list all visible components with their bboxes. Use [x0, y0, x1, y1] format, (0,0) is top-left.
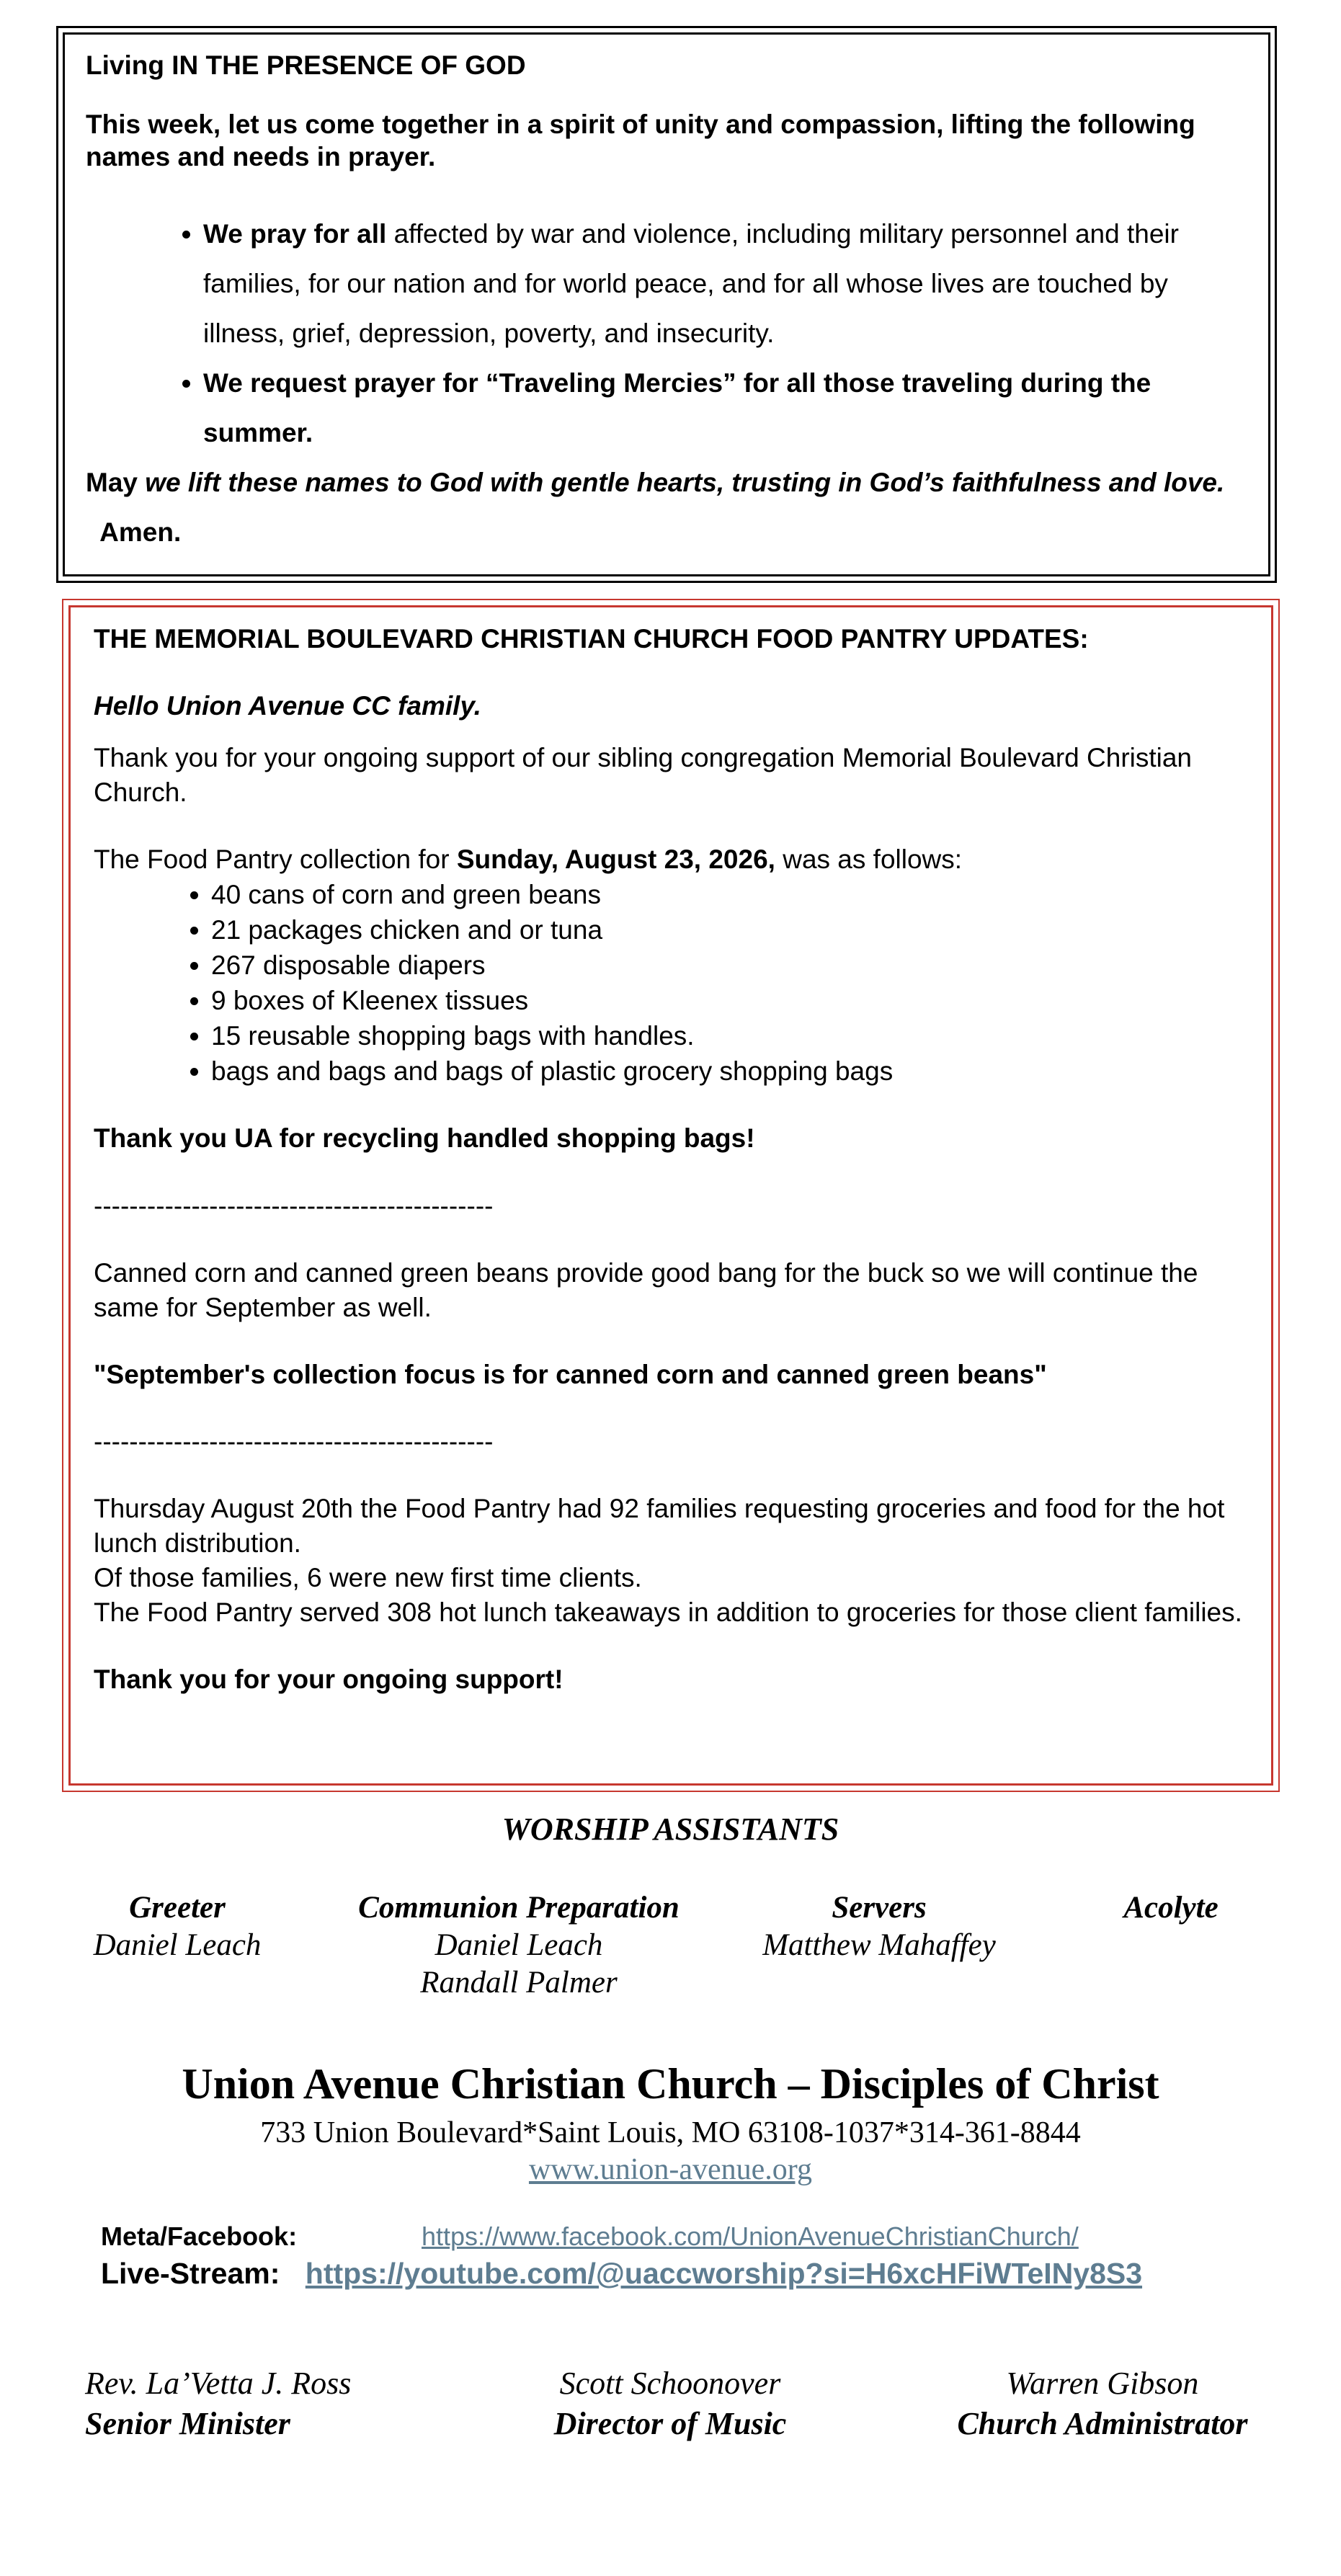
divider: --------------------------------------------- — [94, 1426, 494, 1456]
facebook-row — [101, 2221, 1079, 2252]
staff-name: Scott Schoonover — [559, 2366, 781, 2401]
prayer-closing — [86, 458, 1247, 557]
church-name: Union Avenue Christian Church – Disciples of Christ — [182, 2060, 1159, 2108]
prayer-list — [86, 209, 1247, 458]
list-item: • 9 boxes of Kleenex tissues — [211, 983, 1248, 1018]
facebook-label: Meta/Facebook: — [101, 2221, 298, 2251]
list-item — [203, 358, 1247, 458]
church-website-link[interactable]: www.union-avenue.org — [528, 2153, 813, 2186]
food-pantry-section — [62, 599, 1280, 1792]
collection-date: Sunday, August 23, 2026, — [456, 844, 775, 875]
closing-may: May — [86, 468, 138, 498]
worship-role-acolyte — [1081, 1889, 1261, 1927]
collection-focus: "September's collection focus is for canned corn and canned green beans" — [94, 1359, 1047, 1389]
collection-post: was as follows: — [775, 844, 963, 875]
prayer-heading: Living IN THE PRESENCE OF GOD — [86, 50, 526, 80]
livestream-label: Live-Stream: — [101, 2257, 280, 2290]
list-item: • 21 packages chicken and or tuna — [211, 912, 1248, 948]
role-label: Servers — [832, 1891, 927, 1925]
prayer-section — [56, 26, 1277, 583]
livestream-link[interactable]: https://youtube.com/@uaccworship?si=H6xcHFiWTeINy8S3 — [305, 2257, 1143, 2290]
role-name: Matthew Mahaffey — [762, 1928, 996, 1962]
staff-name: Warren Gibson — [1006, 2366, 1199, 2401]
pantry-greeting: Hello Union Avenue CC family. — [94, 691, 481, 721]
pantry-thanks-intro: Thank you for your ongoing support of our sibling congregation Memorial Boulevard Christian Church. — [94, 743, 1193, 808]
list-item: • 15 reusable shopping bags with handles. — [211, 1018, 1248, 1053]
church-address: 733 Union Boulevard*Saint Louis, MO 63108-1037*314-361-8844 — [260, 2116, 1081, 2149]
collection-pre: The Food Pantry collection for — [94, 844, 457, 875]
pantry-items-list — [94, 877, 1248, 1089]
worship-role-greeter — [69, 1889, 285, 1964]
staff-title: Church Administrator — [957, 2406, 1248, 2441]
list-item — [203, 209, 1247, 358]
staff-title: Senior Minister — [85, 2406, 290, 2441]
stats-line: Thursday August 20th the Food Pantry had 92 families requesting groceries and food for the hot lunch distribution. — [94, 1494, 1225, 1559]
list-item: • 267 disposable diapers — [211, 948, 1248, 983]
staff-title: Director of Music — [553, 2406, 787, 2441]
role-name: Randall Palmer — [420, 1966, 618, 2000]
role-name: Daniel Leach — [93, 1928, 262, 1962]
list-item: • bags and bags and bags of plastic grocery shopping bags — [211, 1053, 1248, 1089]
prayer-intro: This week, let us come together in a spirit of unity and compassion, lifting the following names and needs in prayer. — [86, 110, 1195, 171]
worship-role-communion — [346, 1889, 692, 2002]
final-thanks: Thank you for your ongoing support! — [94, 1664, 563, 1695]
divider: --------------------------------------------- — [94, 1190, 494, 1221]
role-name: Daniel Leach — [435, 1928, 603, 1962]
pantry-collection-line — [94, 842, 1248, 877]
livestream-row — [101, 2257, 1142, 2291]
stats-line: Of those families, 6 were new first time clients. — [94, 1563, 642, 1593]
prayer-item-lead: We request prayer for “Traveling Mercies” for all those traveling during the summer. — [203, 368, 1151, 448]
facebook-link[interactable]: https://www.facebook.com/UnionAvenueChristianChurch/ — [422, 2221, 1079, 2251]
closing-italic: we lift these names to God with gentle hearts, trusting in God’s faithfulness and love. — [137, 468, 1225, 498]
staff-church-administrator — [930, 2363, 1275, 2444]
staff-senior-minister — [85, 2363, 351, 2444]
role-label: Acolyte — [1123, 1891, 1219, 1925]
prayer-item-lead: We pray for all — [203, 219, 387, 249]
staff-name: Rev. La’Vetta J. Ross — [85, 2366, 352, 2401]
closing-amen: Amen. — [86, 517, 182, 548]
role-label: Communion Preparation — [358, 1891, 680, 1925]
role-label: Greeter — [129, 1891, 226, 1925]
prayer-item-text: affected by war and violence, including military personnel and their families, for our nation and for world peace, and for all whose lives are touched by illness, grief, depression, poverty, and insecurity. — [203, 219, 1179, 349]
list-item: • 40 cans of corn and green beans — [211, 877, 1248, 912]
worship-assistants-title: WORSHIP ASSISTANTS — [502, 1811, 839, 1847]
corn-note: Canned corn and canned green beans provide good bang for the buck so we will continue the same for September as well. — [94, 1257, 1198, 1322]
recycling-thanks: Thank you UA for recycling handled shopping bags! — [94, 1123, 755, 1154]
stats-line: The Food Pantry served 308 hot lunch takeaways in addition to groceries for those client families. — [94, 1597, 1242, 1628]
pantry-heading: THE MEMORIAL BOULEVARD CHRISTIAN CHURCH FOOD PANTRY UPDATES: — [94, 624, 1089, 654]
staff-director-of-music — [526, 2363, 814, 2444]
worship-role-servers — [742, 1889, 1016, 1964]
